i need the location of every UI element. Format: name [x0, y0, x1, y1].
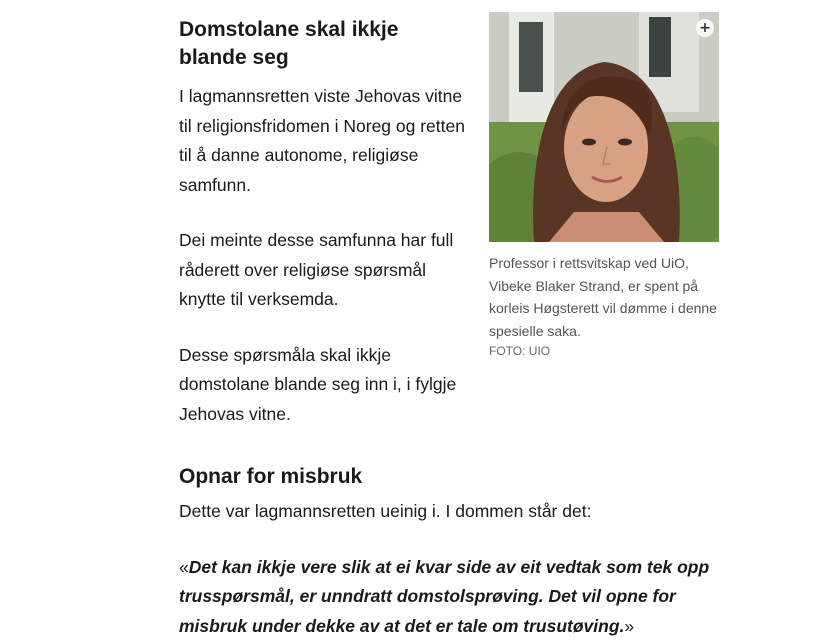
section-heading: Opnar for misbruk — [179, 465, 363, 488]
quote-close-mark: » — [624, 615, 635, 636]
paragraph: Desse spørsmåla skal ikkje domstolane blande seg inn i, i fylgje Jehovas vitne. — [179, 344, 457, 424]
portrait-photo[interactable] — [489, 12, 719, 242]
photo-credit: FOTO: UIO — [489, 344, 551, 358]
portrait-figure — [489, 12, 719, 359]
section-domstolane — [179, 16, 469, 455]
paragraph: I lagmannsretten viste Jehovas vitne til religionsfridomen i Noreg og retten til å danne autonome, religiøse samfunn. — [179, 86, 465, 195]
section-heading: Domstolane skal ikkje blande seg — [179, 18, 399, 69]
blockquote — [179, 553, 719, 642]
quote-open-mark: « — [179, 556, 189, 577]
quote-text: Det kan ikkje vere slik at ei kvar side av eit vedtak som tek opp trusspørsmål, er unndratt domstolsprøving. Det vil opne for misbruk under dekke av at det er tale om trusutøving. — [179, 556, 710, 636]
photo-caption: Professor i rettsvitskap ved UiO, Vibeke Blaker Strand, er spent på korleis Høgsterett vil dømme i denne spesielle saka. — [489, 255, 717, 339]
section-misbruk — [179, 463, 719, 641]
paragraph: Dei meinte desse samfunna har full råderett over religiøse spørsmål knytte til verksemda. — [179, 230, 454, 309]
paragraph: Dette var lagmannsretten ueinig i. I dommen står det: — [179, 501, 592, 521]
expand-image-button[interactable]: + — [696, 19, 714, 37]
portrait-illustration — [489, 12, 719, 242]
